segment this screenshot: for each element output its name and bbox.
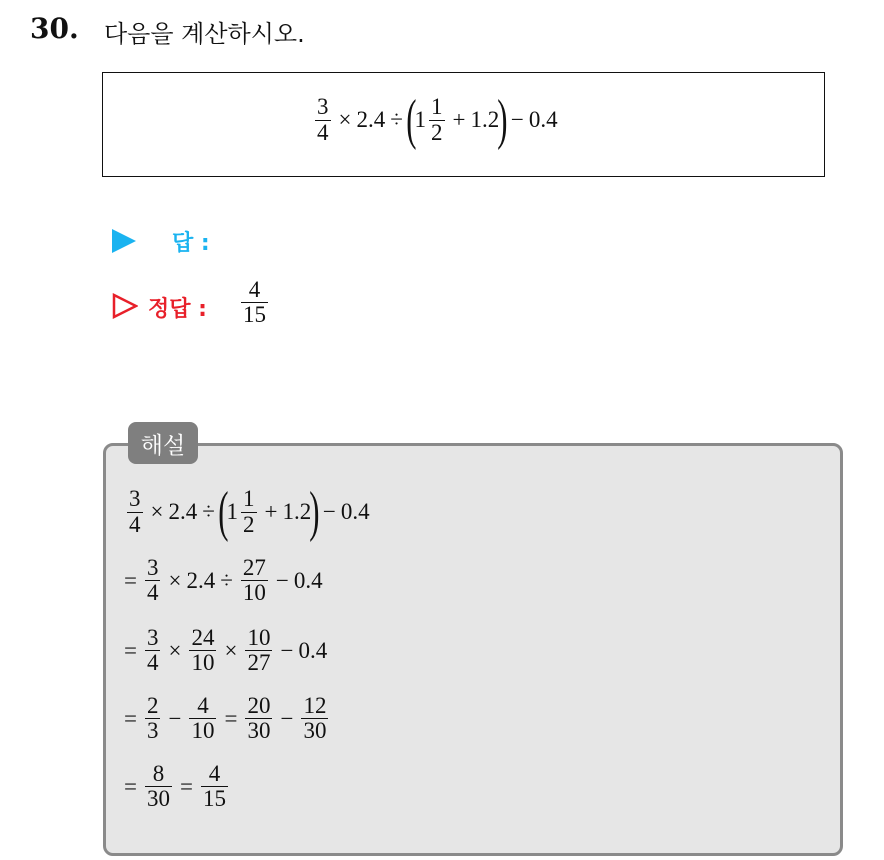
numerator: 4 [248,277,261,302]
denominator: 2 [431,119,443,145]
times-sign: × [150,499,164,524]
fraction [245,626,272,675]
denominator: 15 [202,786,226,812]
question-number: 30. [30,12,79,45]
numerator: 24 [191,625,215,650]
denominator: 30 [247,718,271,744]
numerator: 4 [208,761,221,786]
numerator: 4 [197,693,209,718]
equals-sign: = [124,705,137,731]
times-sign: × [224,637,238,663]
minus-sign: − [275,567,289,593]
answer-key-label: 정답 : [148,297,207,322]
number: 1.2 [282,499,312,524]
minus-sign: − [280,637,294,663]
plus-sign: + [452,107,466,132]
minus-sign: − [168,705,182,731]
number: 0.4 [528,107,558,132]
answer-triangle-icon [112,229,136,253]
number: 0.4 [298,637,328,663]
minus-sign: − [510,107,524,132]
denominator: 3 [146,718,159,744]
denominator: 27 [247,650,271,676]
numerator: 3 [146,555,159,580]
minus-sign: − [322,499,336,524]
denominator: 10 [191,650,215,676]
numerator: 10 [247,625,271,650]
times-sign: × [168,567,182,593]
mixed-whole: 1 [226,499,239,524]
solution-tab: 해설 [128,422,198,464]
divide-sign: ÷ [390,107,403,132]
denominator: 4 [146,650,159,676]
answer-label: 답 : [172,231,210,256]
times-sign: × [338,107,352,132]
solution-step-3 [124,626,327,675]
number: 2.4 [168,499,198,524]
numerator: 1 [243,486,255,512]
numerator: 12 [303,693,327,718]
plus-sign: + [264,499,278,524]
equals-sign: = [179,773,193,799]
fraction [145,762,172,811]
right-paren: ) [309,481,320,543]
denominator: 4 [129,511,141,537]
equals-sign: = [224,705,238,731]
numerator: 3 [129,486,141,512]
fraction [301,694,328,743]
fraction [315,95,331,144]
solution-step-2 [124,556,323,605]
denominator: 15 [243,302,266,328]
divide-sign: ÷ [202,499,215,524]
fraction [145,694,161,743]
denominator: 4 [317,119,329,145]
numerator: 3 [317,94,329,120]
denominator: 30 [303,718,327,744]
right-paren: ) [497,89,508,151]
fraction [201,762,228,811]
equals-sign: = [124,567,137,593]
left-paren: ( [218,481,229,543]
numerator: 1 [431,94,443,120]
denominator: 10 [242,580,266,606]
fraction [429,95,445,144]
denominator: 30 [146,786,170,812]
numerator: 27 [242,555,266,580]
minus-sign: − [280,705,294,731]
mixed-whole: 1 [414,107,427,132]
denominator: 2 [243,511,255,537]
problem-expression [312,89,558,151]
numerator: 2 [146,693,159,718]
question-instruction: 다음을 계산하시오. [104,20,305,48]
number: 0.4 [293,567,323,593]
fraction [189,694,216,743]
fraction [189,626,216,675]
answer-key-value [238,278,271,327]
denominator: 4 [146,580,159,606]
times-sign: × [168,637,182,663]
number: 1.2 [470,107,500,132]
solution-step-4 [124,694,331,743]
numerator: 8 [152,761,165,786]
fraction [145,556,161,605]
fraction [145,626,161,675]
number: 0.4 [340,499,370,524]
equals-sign: = [124,637,137,663]
number: 2.4 [186,567,216,593]
number: 2.4 [356,107,386,132]
divide-sign: ÷ [220,567,233,593]
solution-step-1 [124,481,370,543]
left-paren: ( [406,89,417,151]
fraction [241,556,268,605]
fraction [241,487,257,536]
denominator: 10 [191,718,215,744]
numerator: 3 [146,625,159,650]
equals-sign: = [124,773,137,799]
numerator: 20 [247,693,271,718]
solution-step-5 [124,762,231,811]
fraction [241,278,268,327]
fraction [127,487,143,536]
answer-key-triangle-icon [112,293,138,319]
fraction [245,694,272,743]
